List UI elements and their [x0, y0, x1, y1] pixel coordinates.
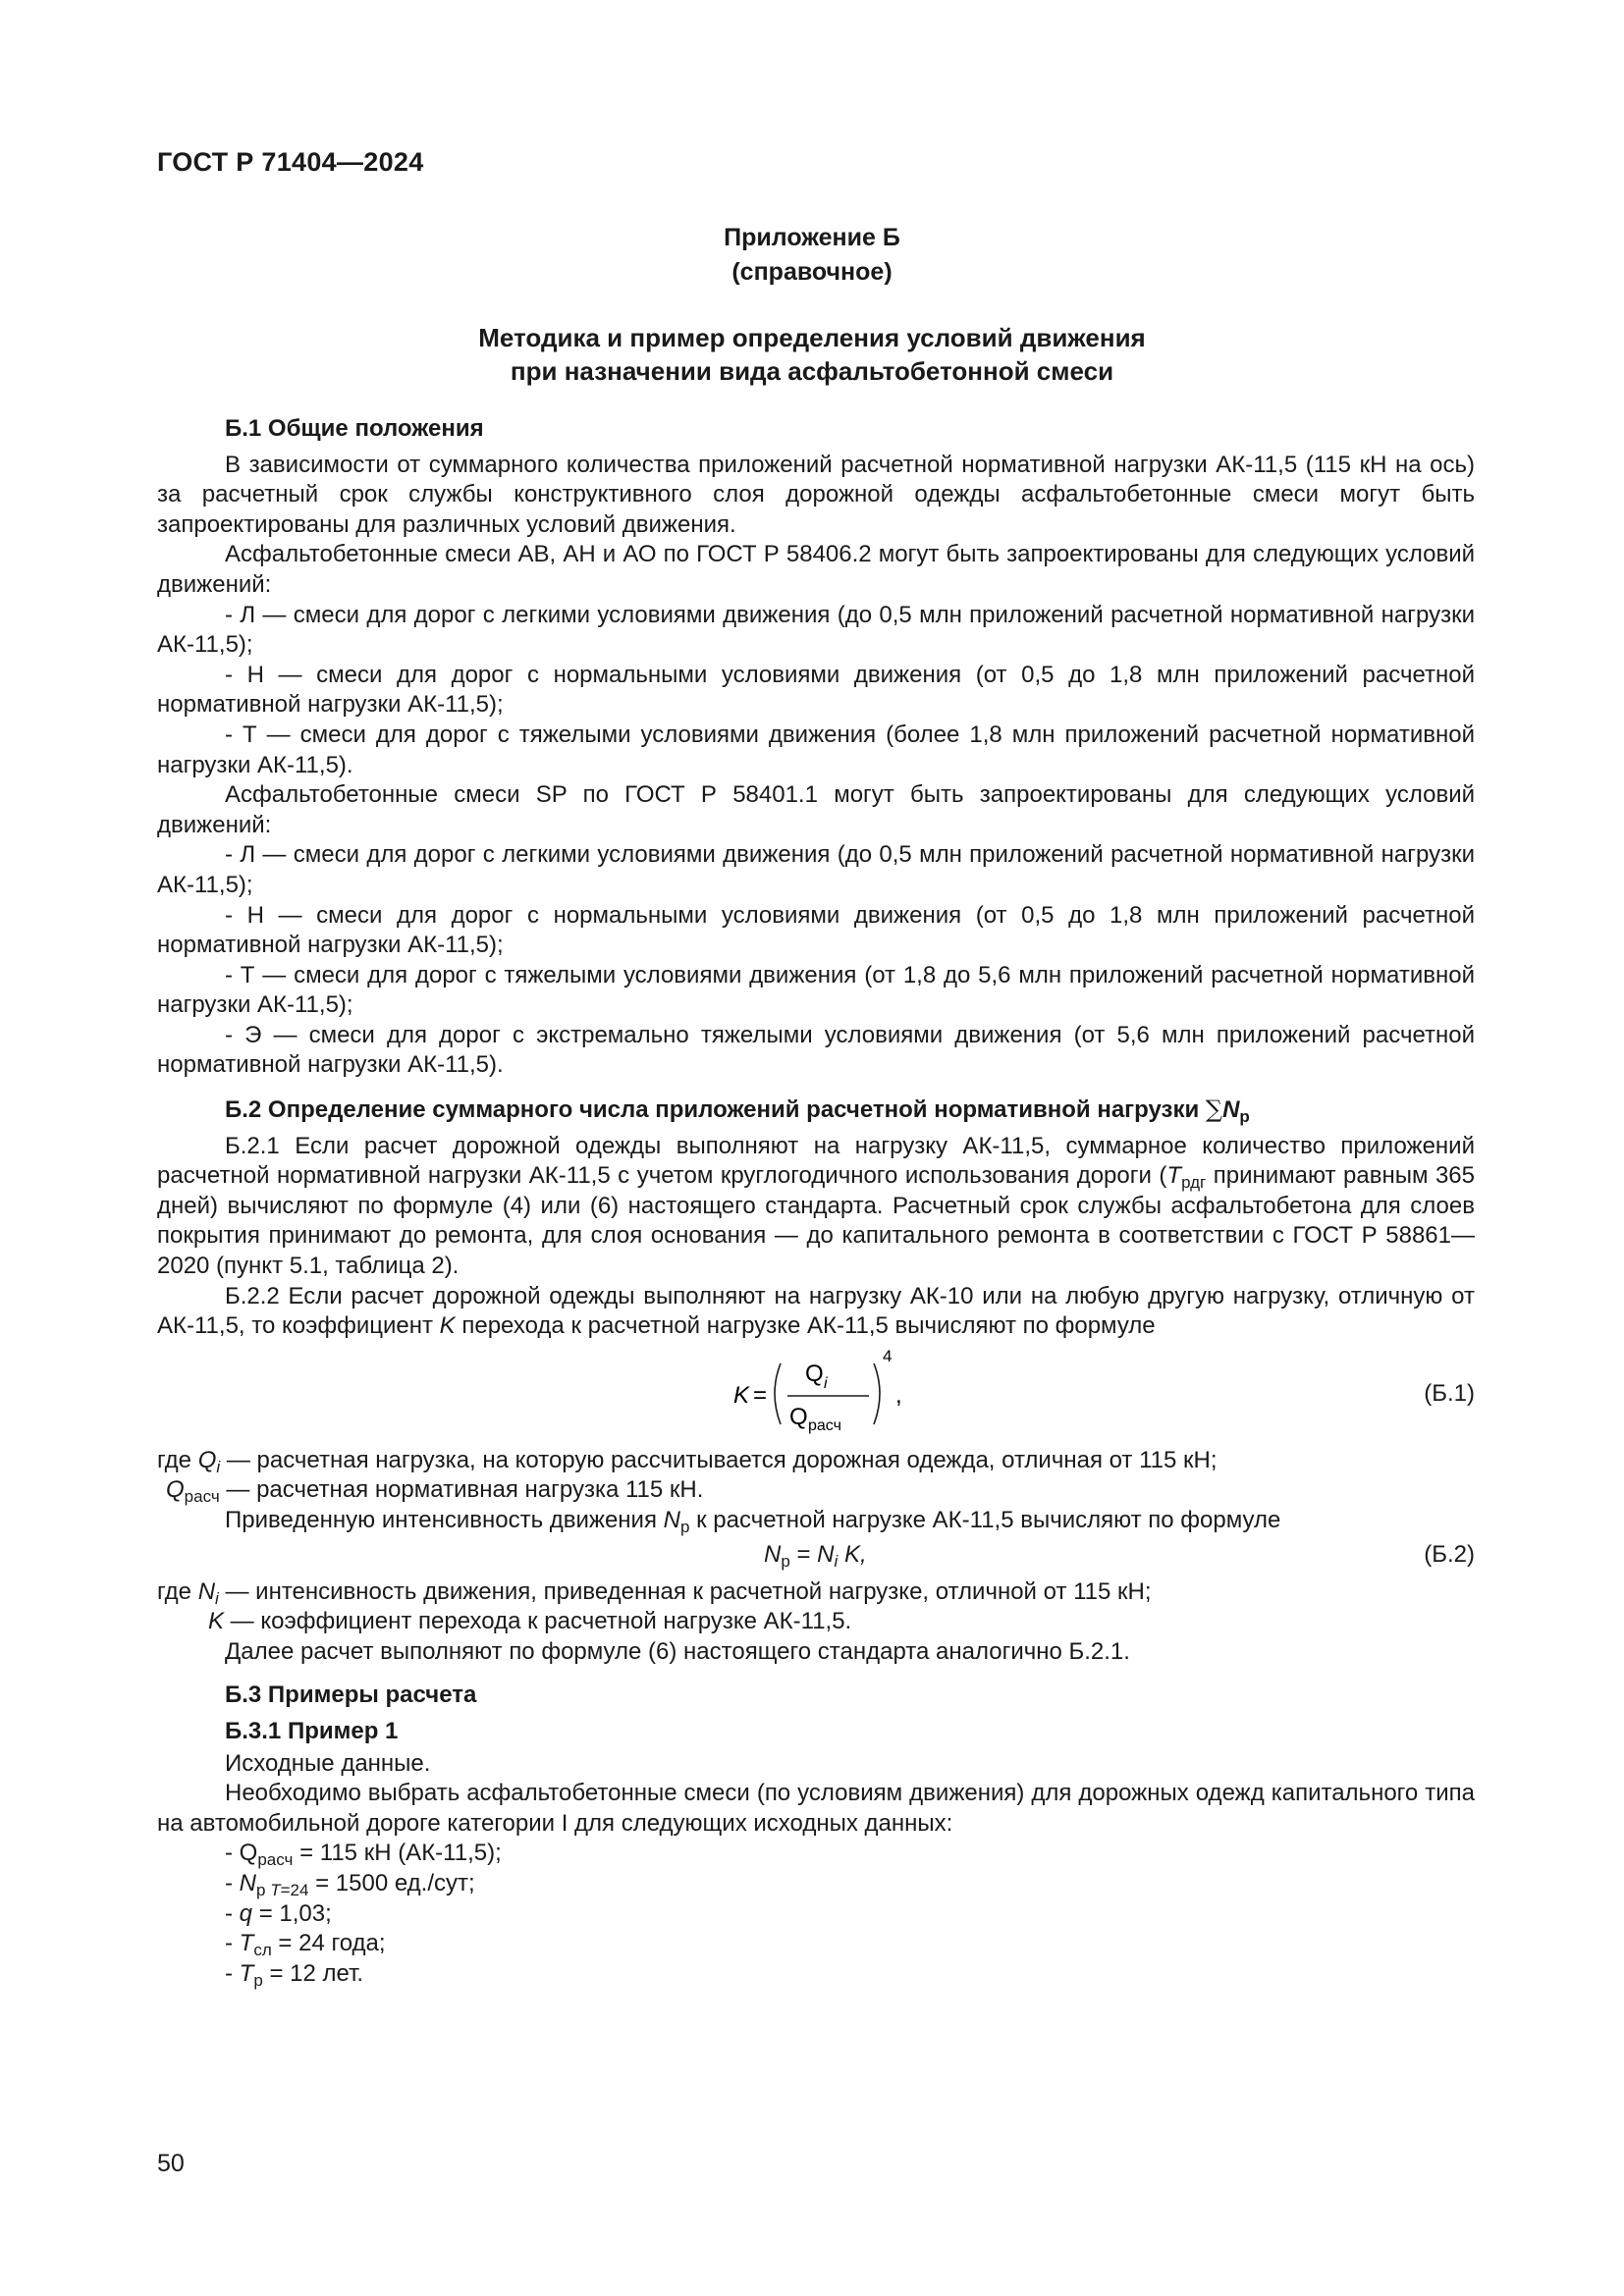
var: q [239, 1899, 253, 1927]
paragraph: Асфальтобетонные смеси SP по ГОСТ Р 58401.1 могут быть запроектированы для следующих условий движений: [157, 781, 1475, 838]
var: K [208, 1608, 225, 1635]
sub: расч [257, 1850, 294, 1870]
sub: р [781, 1551, 790, 1571]
paragraph: Исходные данные. [225, 1749, 431, 1777]
text: принимают равным 365 дней) вычисляют по формуле (4) или (6) настоящего стандарта. Расчетный срок службы асфальтобетона для слоев покрытия принимают до ремонта, для слоя основания — до капитального ремонта в соответствии с ГОСТ Р 58861—2020 (пункт 5.1, таблица 2). [157, 1162, 1476, 1280]
main-title-line2: при назначении вида асфальтобетонной смеси [510, 356, 1114, 386]
sum-symbol: ∑ [1205, 1095, 1223, 1124]
var: Q [197, 1446, 217, 1473]
main-title-line1: Методика и пример определения условий движения [478, 323, 1146, 352]
formula-b1-exp: 4 [883, 1346, 893, 1365]
text: - Q [225, 1840, 258, 1867]
text: — интенсивность движения, приведенная к расчетной нагрузке, отличной от 115 кН; [218, 1577, 1152, 1605]
where-row [157, 1475, 1475, 1506]
text: перехода к расчетной нагрузке АК-11,5 вычисляют по формуле [455, 1312, 1156, 1340]
equation-number-b2: (Б.2) [1424, 1540, 1475, 1568]
sub: р [679, 1518, 690, 1536]
list-item: - Н — смеси для дорог с нормальными условиями движения (от 0,5 до 1,8 млн приложений расчетной нормативной нагрузки АК-11,5); [157, 661, 1475, 719]
list-item: - Л — смеси для дорог с легкими условиями движения (до 0,5 млн приложений расчетной нормативной нагрузки АК-11,5); [157, 841, 1475, 898]
var: T [239, 1959, 254, 1987]
text: — расчетная нормативная нагрузка 115 кН. [219, 1476, 704, 1504]
list-item: - Н — смеси для дорог с нормальными условиями движения (от 0,5 до 1,8 млн приложений расчетной нормативной нагрузки АК-11,5); [157, 901, 1475, 959]
text: Б.2.2 Если расчет дорожной одежды выполняют на нагрузку АК-10 или на любую другую нагрузку, отличную от АК-11,5, то коэффициент [157, 1282, 1475, 1340]
where-row [157, 1446, 1475, 1476]
list-item: - Т — смеси для дорог с тяжелыми условиями движения (от 1,8 до 5,6 млн приложений расчетной нормативной нагрузки АК-11,5); [157, 961, 1475, 1019]
list-item [157, 1839, 1475, 1869]
formula-b1-graphic [733, 1342, 930, 1446]
text: — коэффициент перехода к расчетной нагрузке АК-11,5. [224, 1608, 852, 1635]
list-item [157, 1869, 1475, 1899]
example-1-heading: Б.3.1 Пример 1 [225, 1717, 399, 1744]
sub: расч [184, 1487, 220, 1507]
left-paren [775, 1363, 781, 1424]
text: Приведенную интенсивность движения [225, 1507, 664, 1533]
list-item [157, 1899, 1475, 1930]
where-row [157, 1577, 1475, 1608]
heading-var: N [1222, 1096, 1240, 1124]
formula-b1-lhs: K [733, 1381, 750, 1409]
text: к расчетной нагрузке АК-11,5 вычисляют по формуле [689, 1507, 1281, 1533]
formula-b2-expression [764, 1540, 867, 1571]
text: - [225, 1899, 240, 1927]
var: K, [838, 1540, 867, 1568]
section-b3-heading: Б.3 Примеры расчета [225, 1682, 477, 1709]
text: = 115 кН (АК-11,5); [293, 1840, 502, 1867]
var: K [439, 1312, 456, 1340]
paragraph-intensity [157, 1506, 1475, 1536]
appendix-type: (справочное) [731, 258, 893, 286]
formula-b1-den: Q [789, 1403, 808, 1430]
paragraph: Далее расчет выполняют по формуле (6) настоящего стандарта аналогично Б.2.1. [225, 1637, 1130, 1665]
list-item [157, 1929, 1475, 1959]
equation-number-b1: (Б.1) [1424, 1379, 1475, 1407]
sub: i [834, 1551, 839, 1571]
list-item: - Л — смеси для дорог с легкими условиями движения (до 0,5 млн приложений расчетной нормативной нагрузки АК-11,5); [157, 601, 1475, 659]
var: N [764, 1540, 782, 1568]
formula-b1-tail: , [895, 1381, 902, 1409]
formula-b1 [157, 1342, 1475, 1446]
text: = 1,03; [252, 1899, 332, 1927]
var: T [1166, 1162, 1182, 1190]
formula-b1-num-sub: i [824, 1374, 828, 1392]
eq: = [789, 1540, 818, 1568]
var: T [239, 1930, 254, 1957]
section-b2-heading-text: Б.2 Определение суммарного числа приложений расчетной нормативной нагрузки [225, 1096, 1200, 1124]
list-item: - Э — смеси для дорог с экстремально тяжелыми условиями движения (от 5,6 млн приложений расчетной нормативной нагрузки АК-11,5). [157, 1021, 1475, 1079]
sub: р [253, 1970, 263, 1990]
formula-b2 [157, 1536, 1475, 1577]
formula-b1-eq: = [753, 1381, 768, 1409]
list-item [157, 1959, 1475, 1990]
sub: р T=24 [256, 1880, 309, 1899]
text: = 1500 ед./сут; [308, 1869, 475, 1896]
heading-sub: р [1239, 1107, 1250, 1127]
var: Q [166, 1476, 185, 1504]
paragraph: Необходимо выбрать асфальтобетонные смеси (по условиям движения) для дорожных одежд капитального типа на автомобильной дороге категории I для следующих исходных данных: [157, 1780, 1475, 1837]
text: Б.2.1 Если расчет дорожной одежды выполняют на нагрузку АК-11,5, суммарное количество приложений расчетной нормативной нагрузки АК-11,5 с учетом круглогодичного использования дороги ( [157, 1132, 1475, 1190]
var: N [663, 1507, 680, 1533]
text: = 24 года; [271, 1930, 386, 1957]
text: — расчетная нагрузка, на которую рассчитывается дорожная одежда, отличная от 115 кН; [220, 1446, 1218, 1473]
paragraph-b22 [157, 1282, 1475, 1342]
where-word: где [157, 1577, 198, 1605]
section-b2-heading [157, 1095, 1475, 1126]
doc-code: ГОСТ Р 71404—2024 [157, 147, 424, 177]
right-paren [874, 1363, 880, 1424]
page-number: 50 [157, 2150, 185, 2177]
sub: сл [253, 1941, 272, 1960]
where-row [157, 1607, 1475, 1637]
formula-b1-num: Q [805, 1360, 824, 1387]
list-item: - Т — смеси для дорог с тяжелыми условиями движения (более 1,8 млн приложений расчетной нормативной нагрузки АК-11,5). [157, 721, 1475, 778]
sub: i [216, 1457, 221, 1476]
text: = 12 лет. [262, 1959, 364, 1987]
sub: i [215, 1588, 219, 1608]
var: N [197, 1577, 216, 1605]
paragraph: В зависимости от суммарного количества приложений расчетной нормативной нагрузки АК-11,5 (115 кН на ось) за расчетный срок службы конструктивного слоя дорожной одежды асфальтобетонные смеси могут быть запроектированы для различных условий движения. [157, 451, 1475, 538]
text: - [225, 1869, 240, 1896]
document-body [157, 414, 1475, 1989]
appendix-title: Приложение Б [724, 224, 900, 251]
var: N [239, 1869, 257, 1896]
where-word: где [157, 1446, 198, 1473]
text: - [225, 1930, 240, 1957]
var: N [817, 1540, 835, 1568]
paragraph-b21 [157, 1132, 1475, 1282]
paragraph: Асфальтобетонные смеси АВ, АН и АО по ГОСТ Р 58406.2 могут быть запроектированы для следующих условий движений: [157, 541, 1475, 598]
sub: рдг [1181, 1173, 1207, 1193]
section-b1-heading: Б.1 Общие положения [225, 415, 484, 442]
formula-b1-den-sub: расч [808, 1416, 841, 1434]
text: - [225, 1959, 240, 1987]
